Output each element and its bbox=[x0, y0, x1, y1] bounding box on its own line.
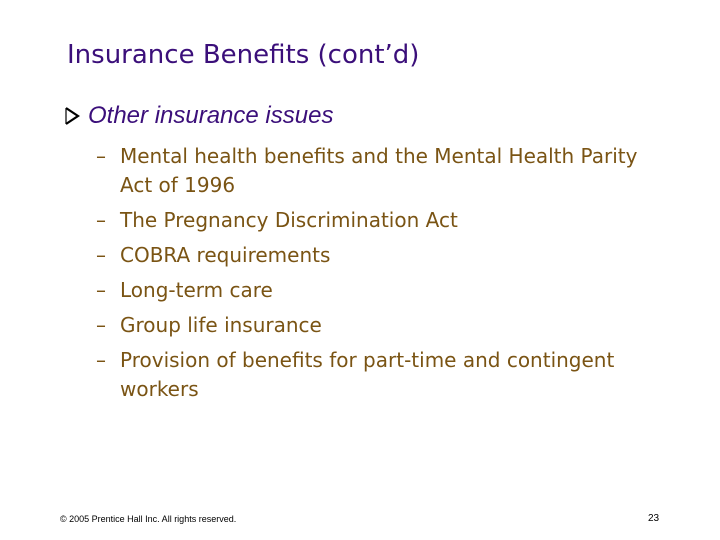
sub-bullet-text: The Pregnancy Discrimination Act bbox=[120, 208, 458, 232]
main-bullet bbox=[64, 102, 333, 130]
sub-bullet-text: COBRA requirements bbox=[120, 243, 331, 267]
sub-bullet-list bbox=[96, 142, 656, 410]
copyright-footer: © 2005 Prentice Hall Inc. All rights reserved. bbox=[60, 514, 237, 524]
dash-bullet-icon: – bbox=[96, 348, 106, 372]
sub-bullet-text: Mental health benefits and the Mental Health Parity Act of 1996 bbox=[120, 144, 638, 197]
main-bullet-text: Other insurance issues bbox=[88, 102, 334, 129]
dash-bullet-icon: – bbox=[96, 313, 106, 337]
dash-bullet-icon: – bbox=[96, 144, 106, 168]
sub-bullet-text: Long-term care bbox=[120, 278, 273, 302]
sub-bullet-text: Provision of benefits for part-time and contingent workers bbox=[120, 348, 615, 401]
sub-bullet-item bbox=[96, 206, 656, 235]
dash-bullet-icon: – bbox=[96, 208, 106, 232]
sub-bullet-item bbox=[96, 346, 656, 404]
sub-bullet-text: Group life insurance bbox=[120, 313, 322, 337]
sub-bullet-item bbox=[96, 311, 656, 340]
dash-bullet-icon: – bbox=[96, 243, 106, 267]
arrow-bullet-icon bbox=[64, 106, 80, 126]
dash-bullet-icon: – bbox=[96, 278, 106, 302]
sub-bullet-item bbox=[96, 276, 656, 305]
sub-bullet-item bbox=[96, 142, 656, 200]
sub-bullet-item bbox=[96, 241, 656, 270]
slide-title: Insurance Benefits (cont’d) bbox=[67, 40, 420, 70]
page-number: 23 bbox=[648, 513, 660, 524]
